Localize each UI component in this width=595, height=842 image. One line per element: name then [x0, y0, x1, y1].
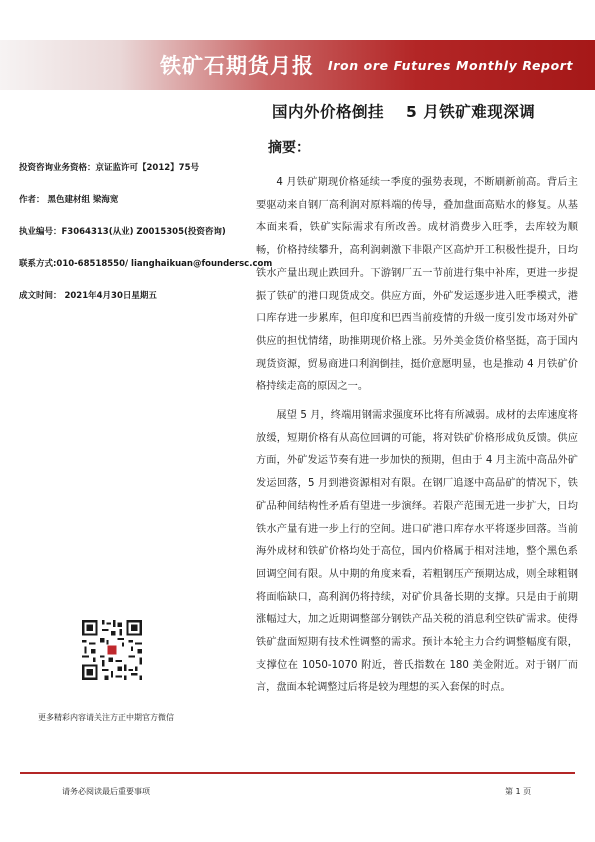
qr-caption: 更多精彩内容请关注方正中期官方微信: [38, 713, 174, 722]
license-info: 投资咨询业务资格：京证监许可【2012】75号: [19, 163, 199, 173]
summary-paragraph-2: 展望 5 月，终端用钢需求强度环比将有所减弱。成材的去库速度将放缓，短期价格有从高位回调的可能，将对铁矿价格形成负反馈。供应方面，外矿发运节奏有进一步加快的预期，但由于 4 月主流中高品外矿发运回落，5 月到港资源相对有限。在钢厂追逐中高品矿的情况下，铁矿品种间结构性矛盾有望进一步演绎。若限产范围无进一步扩大，日均铁水产量有进一步上行的空间。进口矿港口库存水平将逐步回落。当前海外成材和铁矿价格均处于高位，国内价格属于相对洼地，整个黑色系回调空间有限。从中期的角度来看，若粗钢压产预期达成，则全球粗钢将面临缺口，高利润仍将持续，对矿价具备长期的支撑。只是由于前期涨幅过大，加之近期调整部分钢铁产品关税的消息利空铁矿需求。使得铁矿盘面短期有技术性调整的需求。预计本轮主力合约调整幅度有限，支撑位在 1050-1070 附近，普氏指数在 180 美金附近。对于钢厂而言，盘面本轮调整过后将是较为理想的买入套保的时点。: [256, 410, 578, 694]
summary-body: [256, 172, 578, 706]
page-number: 第 1 页: [505, 787, 532, 796]
report-title: 铁矿石期货月报: [160, 54, 314, 78]
footer-divider: [20, 772, 575, 774]
headline-part-2: 5 月铁矿难现深调: [406, 103, 536, 121]
header-banner: [0, 40, 595, 90]
headline-part-1: 国内外价格倒挂: [272, 103, 385, 121]
wechat-qr-code: [80, 618, 144, 682]
summary-paragraph-1: 4 月铁矿期现价格延续一季度的强势表现，不断刷新前高。背后主要驱动来自钢厂高利润对原料端的传导，叠加盘面高贴水的修复。从基本面来看，铁矿实际需求有所改善。成材消费步入旺季，去库较为顺畅，价格持续攀升，高利润刺激下非限产区高炉开工积极性提升，日均铁水产量出现止跌回升。下游钢厂五一节前进行集中补库，更进一步提振了铁矿的港口现货成交。供应方面，外矿发运逐步进入旺季模式，港口库存进一步累库，但印度和巴西当前疫情的升级一度引发市场对外矿供应的担忧情绪，助推期现价格上涨。另外美金货价格坚挺，高于国内现货资源，贸易商进口利润倒挂，挺价意愿明显，也是推动 4 月铁矿价格持续走高的原因之一。: [256, 177, 578, 393]
contact-info: 联系方式:010-68518550/ lianghaikuan@foundersc.com: [19, 259, 273, 269]
practice-number: 执业编号：F3064313(从业) Z0015305(投资咨询): [19, 227, 226, 237]
summary-label: 摘要：: [268, 140, 310, 156]
author-info: 作者： 黑色建材组 梁海宽: [19, 195, 119, 205]
report-date: 成文时间： 2021年4月30日星期五: [19, 291, 157, 301]
headline: [272, 100, 535, 122]
report-subtitle: Iron ore Futures Monthly Report: [328, 58, 574, 73]
footer-notice: 请务必阅读最后重要事项: [62, 787, 150, 796]
